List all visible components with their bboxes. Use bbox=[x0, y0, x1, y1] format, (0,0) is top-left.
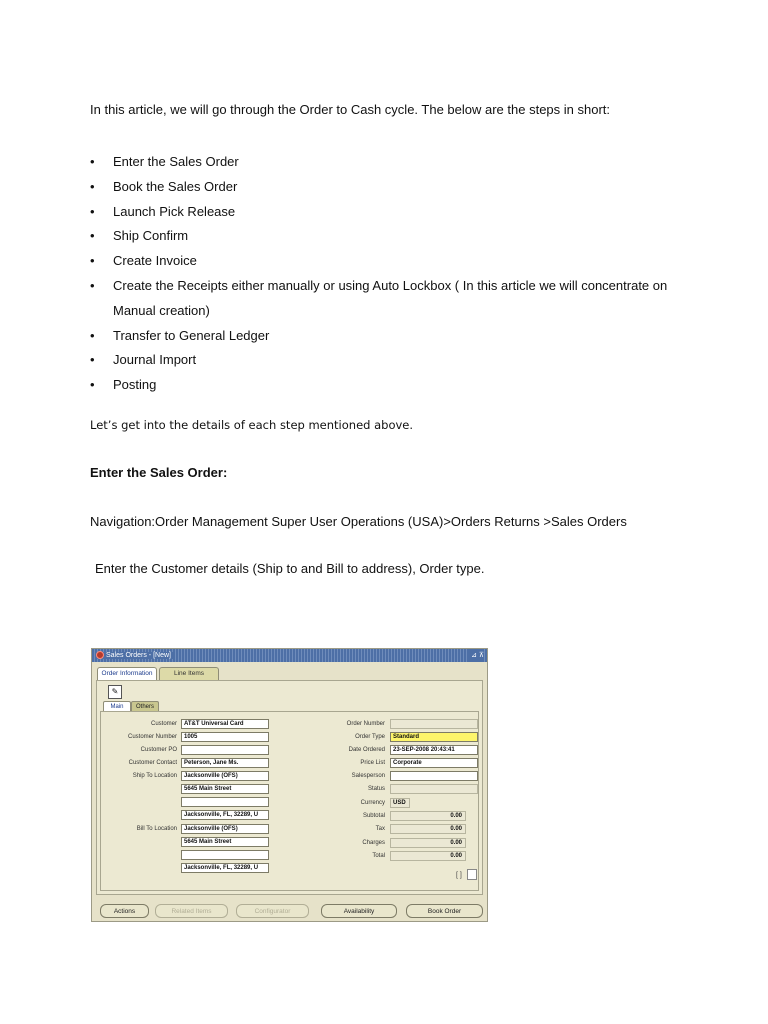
total-label: Total bbox=[372, 853, 385, 859]
step-item: • Journal Import bbox=[90, 348, 683, 373]
step-item: • Ship Confirm bbox=[90, 224, 683, 249]
details-intro: Let’s get into the details of each step mentioned above. bbox=[90, 418, 414, 432]
bill-to-line-1[interactable]: Jacksonville (OFS) bbox=[181, 824, 269, 834]
edit-note-icon[interactable]: ✎ bbox=[108, 685, 122, 699]
date-ordered-label: Date Ordered bbox=[348, 747, 385, 753]
subtotal-label: Subtotal bbox=[362, 813, 385, 819]
currency-label: Currency bbox=[360, 800, 385, 806]
step-item: • Create Invoice bbox=[90, 249, 683, 274]
step-item: • Book the Sales Order bbox=[90, 175, 683, 200]
configurator-button[interactable]: Configurator bbox=[236, 904, 309, 918]
ship-to-label: Ship To Location bbox=[132, 773, 177, 779]
main-subpanel bbox=[100, 711, 479, 891]
availability-button[interactable]: Availability bbox=[321, 904, 397, 918]
customer-contact-label: Customer Contact bbox=[128, 760, 177, 766]
tax-label: Tax bbox=[375, 826, 385, 832]
bill-to-line-3[interactable] bbox=[181, 850, 269, 860]
intro-paragraph: In this article, we will go through the Order to Cash cycle. The below are the steps in short: bbox=[90, 102, 611, 117]
salesperson-label: Salesperson bbox=[351, 773, 385, 779]
price-list-label: Price List bbox=[360, 760, 385, 766]
steps-list bbox=[90, 150, 683, 398]
customer-contact-field[interactable]: Peterson, Jane Ms. bbox=[181, 758, 269, 768]
order-number-label: Order Number bbox=[346, 721, 385, 727]
instruction-text: Enter the Customer details (Ship to and Bill to address), Order type. bbox=[95, 561, 485, 576]
tax-field: 0.00 bbox=[390, 824, 466, 834]
ship-to-line-3[interactable] bbox=[181, 797, 269, 807]
date-ordered-field[interactable]: 23-SEP-2008 20:43:41 bbox=[390, 745, 478, 755]
customer-po-label: Customer PO bbox=[140, 747, 177, 753]
subtab-main[interactable]: Main bbox=[103, 701, 131, 712]
step-item: • Create the Receipts either manually or using Auto Lockbox ( In this article we will concentrate on Manual creation) bbox=[90, 274, 683, 324]
subtotal-field: 0.00 bbox=[390, 811, 466, 821]
ship-to-line-1[interactable]: Jacksonville (OFS) bbox=[181, 771, 269, 781]
window-title: Sales Orders - [New] bbox=[106, 652, 171, 659]
actions-button[interactable]: Actions bbox=[100, 904, 149, 918]
bill-to-line-4[interactable]: Jacksonville, FL, 32289, U bbox=[181, 863, 269, 873]
customer-po-field[interactable] bbox=[181, 745, 269, 755]
navigation-path: Navigation:Order Management Super User Operations (USA)>Orders Returns >Sales Orders bbox=[90, 514, 627, 529]
book-order-button[interactable]: Book Order bbox=[406, 904, 483, 918]
sales-orders-form bbox=[91, 648, 488, 922]
order-type-field[interactable]: Standard bbox=[390, 732, 478, 742]
customer-label: Customer bbox=[150, 721, 177, 727]
status-field bbox=[390, 784, 478, 794]
step-item: • Posting bbox=[90, 373, 683, 398]
price-list-field[interactable]: Corporate bbox=[390, 758, 478, 768]
ship-to-line-2[interactable]: 5645 Main Street bbox=[181, 784, 269, 794]
charges-label: Charges bbox=[362, 840, 385, 846]
ship-to-line-4[interactable]: Jacksonville, FL, 32289, U bbox=[181, 810, 269, 820]
tab-order-information[interactable]: Order Information bbox=[97, 667, 157, 680]
order-number-field[interactable] bbox=[390, 719, 478, 729]
tab-line-items[interactable]: Line Items bbox=[159, 667, 219, 680]
currency-field: USD bbox=[390, 798, 410, 808]
customer-number-field[interactable]: 1005 bbox=[181, 732, 269, 742]
step-item: • Launch Pick Release bbox=[90, 200, 683, 225]
subtab-others[interactable]: Others bbox=[131, 701, 159, 712]
step-item: • Transfer to General Ledger bbox=[90, 324, 683, 349]
window-titlebar bbox=[92, 649, 487, 662]
descriptive-flexfield-checkbox[interactable] bbox=[467, 869, 477, 880]
step-item: • Enter the Sales Order bbox=[90, 150, 683, 175]
oracle-logo-icon bbox=[96, 651, 104, 659]
total-field: 0.00 bbox=[390, 851, 466, 861]
status-label: Status bbox=[367, 786, 385, 792]
bracket-indicator: [ ] bbox=[456, 872, 462, 879]
window-controls-icon[interactable]: ⊿ ⊼ bbox=[469, 649, 484, 662]
bill-to-label: Bill To Location bbox=[136, 826, 177, 832]
order-information-panel bbox=[96, 680, 483, 895]
related-items-button[interactable]: Related Items bbox=[155, 904, 228, 918]
customer-number-label: Customer Number bbox=[127, 734, 177, 740]
salesperson-field[interactable] bbox=[390, 771, 478, 781]
order-type-label: Order Type bbox=[355, 734, 385, 740]
section-heading: Enter the Sales Order: bbox=[90, 465, 228, 480]
bill-to-line-2[interactable]: 5645 Main Street bbox=[181, 837, 269, 847]
charges-field: 0.00 bbox=[390, 838, 466, 848]
customer-field[interactable]: AT&T Universal Card bbox=[181, 719, 269, 729]
